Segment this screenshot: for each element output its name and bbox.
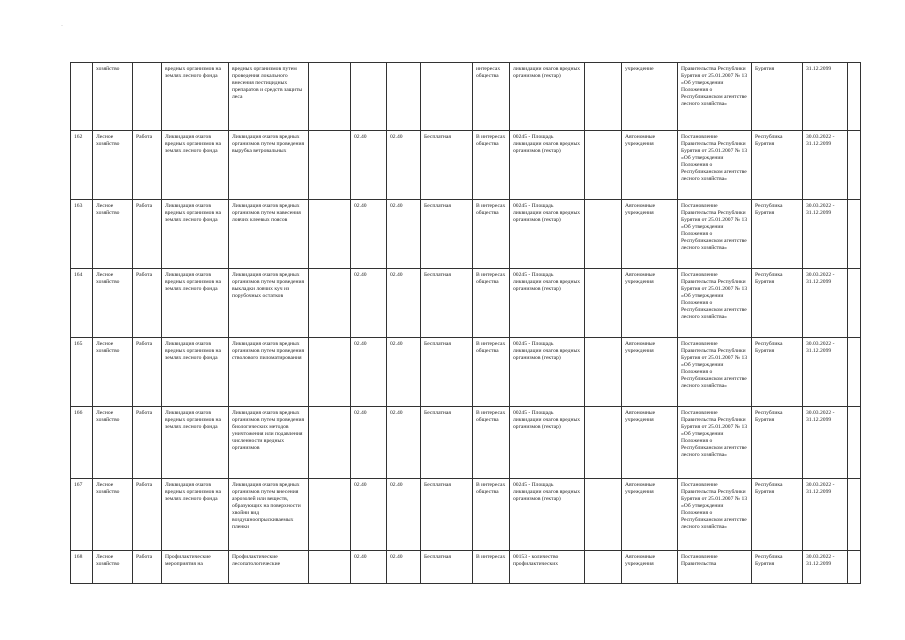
cell-institution: Автономные учреждения	[622, 479, 678, 551]
cell-region: Республика Бурятия	[752, 479, 803, 551]
cell-num: 162	[71, 131, 93, 200]
cell-indicator: 00245 - Площадь ликвидации очагов вредных организмов (гектар)	[510, 200, 585, 269]
table-body	[71, 63, 861, 584]
cell-type: Работа	[133, 200, 162, 269]
cell-blank1	[309, 338, 351, 407]
cell-code1: 02.40	[351, 407, 387, 479]
cell-content: вредных организмов путем проведения локального внесения пестицидных препаратов и средств защиты леса	[229, 63, 309, 131]
cell-blank1	[309, 407, 351, 479]
cell-period: 30.03.2022 - 31.12.2099	[803, 551, 848, 584]
cell-content: Ликвидация очагов вредных организмов путем внесения аэрозолей или веществ, образующих на поверхности хвойни вид воздушноопрыскиваемых пленки	[229, 479, 309, 551]
cell-period: 30.03.2022 - 31.12.2099	[803, 131, 848, 200]
cell-blank3	[848, 131, 861, 200]
cell-sector: Лесное хозяйство	[93, 479, 133, 551]
cell-code1: 02.40	[351, 131, 387, 200]
cell-type: Работа	[133, 407, 162, 479]
cell-basis: Постановление Правительства Республики Бурятия от 25.01.2007 № 13 «Об утверждении Положения о Республиканском агентстве лесного хозяйства»	[678, 269, 752, 338]
cell-basis: Постановление Правительства Республики Бурятия от 25.01.2007 № 13 «Об утверждении Положения о Республиканском агентстве лесного хозяйства»	[678, 131, 752, 200]
cell-region: Республика Бурятия	[752, 338, 803, 407]
cell-period: 30.03.2022 - 31.12.2099	[803, 269, 848, 338]
cell-sector: Лесное хозяйство	[93, 269, 133, 338]
cell-code2	[387, 63, 421, 131]
cell-category: В интересах	[473, 551, 510, 584]
cell-sector: Лесное хозяйство	[93, 407, 133, 479]
cell-name: Ликвидация очагов вредных организмов на землях лесного фонда	[162, 269, 229, 338]
table-row	[71, 479, 861, 551]
cell-category: интересах общества	[473, 63, 510, 131]
table-row	[71, 551, 861, 584]
cell-category: В интересах общества	[473, 338, 510, 407]
cell-region: Республика Бурятия	[752, 551, 803, 584]
table-row	[71, 131, 861, 200]
cell-category: В интересах общества	[473, 131, 510, 200]
cell-basis: Постановление Правительства Республики Бурятия от 25.01.2007 № 13 «Об утверждении Положения о Республиканском агентстве лесного хозяйства»	[678, 338, 752, 407]
cell-paid: Бесплатная	[421, 479, 473, 551]
cell-blank3	[848, 479, 861, 551]
table-row	[71, 200, 861, 269]
cell-institution: учреждение	[622, 63, 678, 131]
cell-period: 30.03.2022 - 31.12.2099	[803, 407, 848, 479]
cell-num: 165	[71, 338, 93, 407]
cell-num: 166	[71, 407, 93, 479]
cell-blank1	[309, 269, 351, 338]
cell-indicator: 00153 - количество профилактических	[510, 551, 585, 584]
cell-type: Работа	[133, 131, 162, 200]
cell-num	[71, 63, 93, 131]
cell-code2: 02.40	[387, 269, 421, 338]
cell-basis: Постановление Правительства	[678, 551, 752, 584]
cell-blank2	[585, 551, 622, 584]
cell-period: 30.03.2022 - 31.12.2099	[803, 200, 848, 269]
cell-category: В интересах общества	[473, 479, 510, 551]
table-row	[71, 63, 861, 131]
cell-num: 164	[71, 269, 93, 338]
cell-blank2	[585, 407, 622, 479]
cell-blank2	[585, 63, 622, 131]
cell-period: 30.03.2022 - 31.12.2099	[803, 338, 848, 407]
cell-basis: Постановление Правительства Республики Бурятия от 25.01.2007 № 13 «Об утверждении Положения о Республиканском агентстве лесного хозяйства»	[678, 200, 752, 269]
cell-code2: 02.40	[387, 479, 421, 551]
cell-blank3	[848, 269, 861, 338]
cell-paid: Бесплатная	[421, 551, 473, 584]
cell-content: Ликвидация очагов вредных организмов путем проведения биологических методов уничтожения или подавления численности вредных организмов	[229, 407, 309, 479]
cell-institution: Автономные учреждения	[622, 551, 678, 584]
cell-num: 167	[71, 479, 93, 551]
cell-category: В интересах общества	[473, 407, 510, 479]
cell-institution: Автономные учреждения	[622, 407, 678, 479]
cell-num: 163	[71, 200, 93, 269]
cell-paid: Бесплатная	[421, 131, 473, 200]
cell-period: 30.03.2022 - 31.12.2099	[803, 479, 848, 551]
cell-blank3	[848, 407, 861, 479]
cell-name: Ликвидация очагов вредных организмов на землях лесного фонда	[162, 407, 229, 479]
cell-type	[133, 63, 162, 131]
cell-blank2	[585, 338, 622, 407]
cell-type: Работа	[133, 269, 162, 338]
cell-blank3	[848, 551, 861, 584]
cell-name: Ликвидация очагов вредных организмов на землях лесного фонда	[162, 479, 229, 551]
cell-content: Ликвидация очагов вредных организмов путем проведения вырубка ветровальных	[229, 131, 309, 200]
cell-blank1	[309, 479, 351, 551]
cell-institution: Автономные учреждения	[622, 200, 678, 269]
cell-code2: 02.40	[387, 338, 421, 407]
cell-blank2	[585, 200, 622, 269]
cell-institution: Автономные учреждения	[622, 131, 678, 200]
cell-content: Ликвидация очагов вредных организмов путем проведения выкладки ловчих куч из порубочных остатков	[229, 269, 309, 338]
cell-region: Республика Бурятия	[752, 131, 803, 200]
cell-basis: Правительства Республики Бурятия от 25.01.2007 № 13 «Об утверждении Положения о Республиканском агентстве лесного хозяйства»	[678, 63, 752, 131]
cell-region: Республика Бурятия	[752, 200, 803, 269]
cell-indicator: 00245 - Площадь ликвидации очагов вредных организмов (гектар)	[510, 338, 585, 407]
cell-num: 168	[71, 551, 93, 584]
cell-type: Работа	[133, 479, 162, 551]
cell-category: В интересах общества	[473, 269, 510, 338]
cell-blank1	[309, 131, 351, 200]
cell-paid	[421, 63, 473, 131]
cell-blank2	[585, 479, 622, 551]
cell-region: Бурятия	[752, 63, 803, 131]
cell-code1: 02.40	[351, 269, 387, 338]
cell-basis: Постановление Правительства Республики Бурятия от 25.01.2007 № 13 «Об утверждении Положения о Республиканском агентстве лесного хозяйства»	[678, 407, 752, 479]
cell-sector: Лесное хозяйство	[93, 131, 133, 200]
cell-blank3	[848, 338, 861, 407]
cell-blank1	[309, 200, 351, 269]
cell-blank3	[848, 63, 861, 131]
cell-content: Ликвидация очагов вредных организмов путем проведения стволового пиломатирования	[229, 338, 309, 407]
cell-sector: Лесное хозяйство	[93, 338, 133, 407]
cell-blank1	[309, 63, 351, 131]
cell-region: Республика Бурятия	[752, 269, 803, 338]
cell-paid: Бесплатная	[421, 407, 473, 479]
cell-code1: 02.40	[351, 479, 387, 551]
cell-code1	[351, 63, 387, 131]
cell-code2: 02.40	[387, 200, 421, 269]
cell-region: Республика Бурятия	[752, 407, 803, 479]
cell-blank3	[848, 200, 861, 269]
cell-indicator: 00245 - Площадь ликвидации очагов вредных организмов (гектар)	[510, 269, 585, 338]
cell-institution: Автономные учреждения	[622, 338, 678, 407]
cell-code1: 02.40	[351, 551, 387, 584]
table-row	[71, 407, 861, 479]
cell-category: В интересах общества	[473, 200, 510, 269]
cell-code1: 02.40	[351, 200, 387, 269]
cell-content: Ликвидация очагов вредных организмов путем навесения ловчих клеевых поясов	[229, 200, 309, 269]
cell-code2: 02.40	[387, 551, 421, 584]
cell-basis: Постановление Правительства Республики Бурятия от 25.01.2007 № 13 «Об утверждении Положения о Республиканском агентстве лесного хозяйства»	[678, 479, 752, 551]
cell-indicator: 00245 - Площадь ликвидации очагов вредных организмов (гектар)	[510, 479, 585, 551]
cell-name: Профилактические мероприятия на	[162, 551, 229, 584]
cell-paid: Бесплатная	[421, 269, 473, 338]
cell-blank2	[585, 131, 622, 200]
cell-indicator: 00245 - Площадь ликвидации очагов вредных организмов (гектар)	[510, 131, 585, 200]
cell-sector: хозяйство	[93, 63, 133, 131]
cell-indicator: 00245 - Площадь ликвидации очагов вредных организмов (гектар)	[510, 407, 585, 479]
cell-sector: Лесное хозяйство	[93, 200, 133, 269]
cell-blank2	[585, 269, 622, 338]
cell-blank1	[309, 551, 351, 584]
cell-paid: Бесплатная	[421, 200, 473, 269]
cell-name: вредных организмов на землях лесного фонда	[162, 63, 229, 131]
cell-code2: 02.40	[387, 407, 421, 479]
cell-period: 31.12.2099	[803, 63, 848, 131]
table-row	[71, 269, 861, 338]
cell-name: Ликвидация очагов вредных организмов на землях лесного фонда	[162, 200, 229, 269]
cell-paid: Бесплатная	[421, 338, 473, 407]
cell-sector: Лесное хозяйство	[93, 551, 133, 584]
cell-type: Работа	[133, 338, 162, 407]
cell-content: Профилактические лесопатологические	[229, 551, 309, 584]
cell-institution: Автономные учреждения	[622, 269, 678, 338]
cell-type: Работа	[133, 551, 162, 584]
cell-name: Ликвидация очагов вредных организмов на землях лесного фонда	[162, 338, 229, 407]
registry-table	[70, 62, 861, 584]
cell-code1: 02.40	[351, 338, 387, 407]
cell-indicator: ликвидации очагов вредных организмов (гектар)	[510, 63, 585, 131]
table-row	[71, 338, 861, 407]
cell-name: Ликвидация очагов вредных организмов на землях лесного фонда	[162, 131, 229, 200]
cell-code2: 02.40	[387, 131, 421, 200]
